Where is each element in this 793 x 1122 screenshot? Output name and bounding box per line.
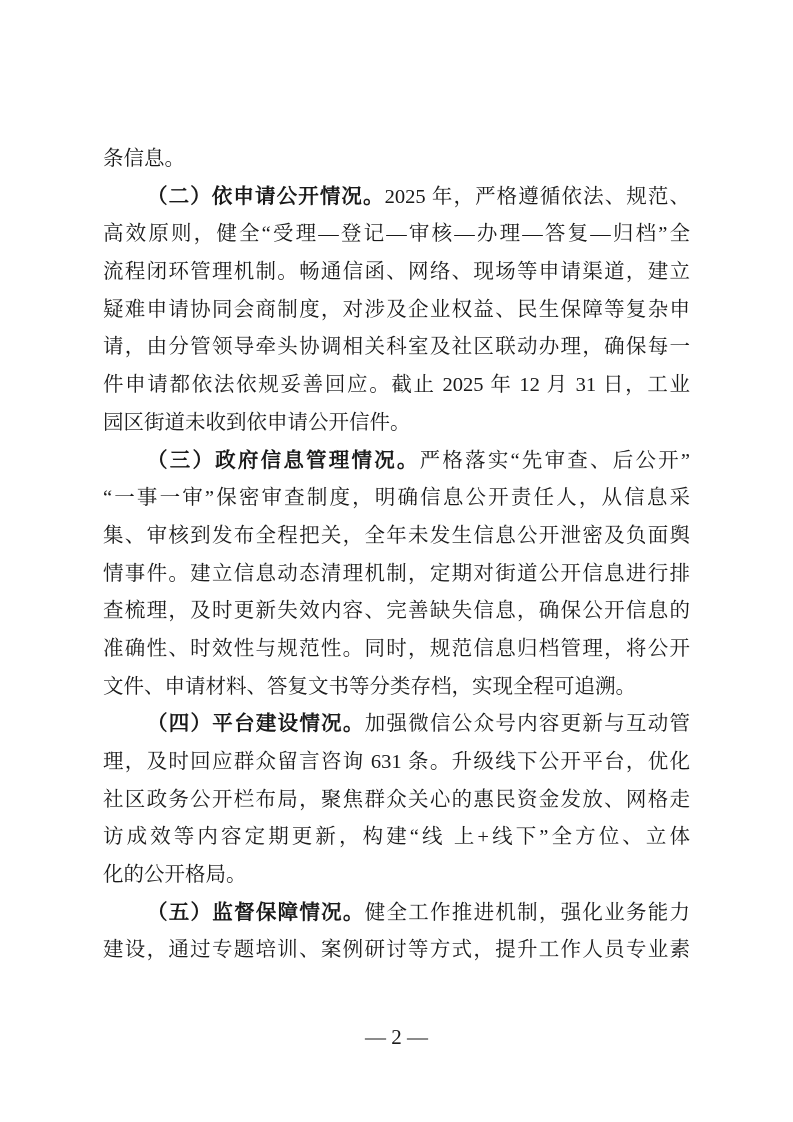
text-line: 件申请都依法依规妥善回应。截止 2025 年 12 月 31 日，工业: [103, 374, 690, 397]
continued-line: 条信息。: [103, 148, 185, 170]
text-line: 严格落实“先审查、后公开”: [419, 449, 691, 472]
section-heading: （二）依申请公开情况。: [147, 185, 385, 208]
text-line: 准确性、时效性与规范性。同时，规范信息归档管理，将公开: [103, 637, 690, 660]
section-heading: （四）平台建设情况。: [147, 713, 365, 736]
text-line: 2025 年，严格遵循依法、规范、: [384, 185, 691, 208]
text-line: 流程闭环管理机制。畅通信函、网络、现场等申请渠道，建立: [103, 261, 690, 284]
text-line: 加强微信公众号内容更新与互动管: [364, 713, 691, 736]
text-line: 园区街道未收到依申请公开信件。: [103, 411, 411, 434]
text-line: “一事一审”保密审查制度，明确信息公开责任人，从信息采: [103, 487, 690, 510]
section-first-line: [103, 179, 690, 217]
text-line: 疑难申请协同会商制度，对涉及企业权益、民生保障等复杂申: [103, 298, 690, 321]
text-line: 化的公开格局。: [103, 864, 247, 887]
text-line: 情事件。建立信息动态清理机制，定期对街道公开信息进行排: [103, 562, 690, 585]
text-line: 查梳理，及时更新失效内容、完善缺失信息，确保公开信息的: [103, 600, 690, 623]
text-line: 建设，通过专题培训、案例研讨等方式，提升工作人员专业素: [103, 939, 690, 962]
text-line: 访成效等内容定期更新，构建“线 上+线下”全方位、立体: [103, 826, 690, 849]
text-line: 理，及时回应群众留言咨询 631 条。升级线下公开平台，优化: [103, 751, 690, 773]
section-first-line: [103, 443, 690, 481]
section-first-line: [103, 895, 690, 933]
text-line: 高效原则，健全“受理—登记—审核—办理—答复—归档”全: [103, 223, 690, 246]
section-first-line: [103, 706, 690, 744]
page-number: — 2 —: [365, 1025, 428, 1049]
text-line: 文件、申请材料、答复文书等分类存档，实现全程可追溯。: [103, 675, 636, 698]
text-line: 健全工作推进机制，强化业务能力: [364, 901, 691, 924]
body-text: [103, 141, 690, 970]
text-line: 请，由分管领导牵头协调相关科室及社区联动办理，确保每一: [103, 336, 690, 359]
text-line: 集、审核到发布全程把关，全年未发生信息公开泄密及负面舆: [103, 524, 690, 547]
section-heading: （三）政府信息管理情况。: [147, 449, 420, 472]
text-line: 社区政务公开栏布局，聚焦群众关心的惠民资金发放、网格走: [103, 788, 690, 811]
section-heading: （五）监督保障情况。: [147, 901, 365, 924]
